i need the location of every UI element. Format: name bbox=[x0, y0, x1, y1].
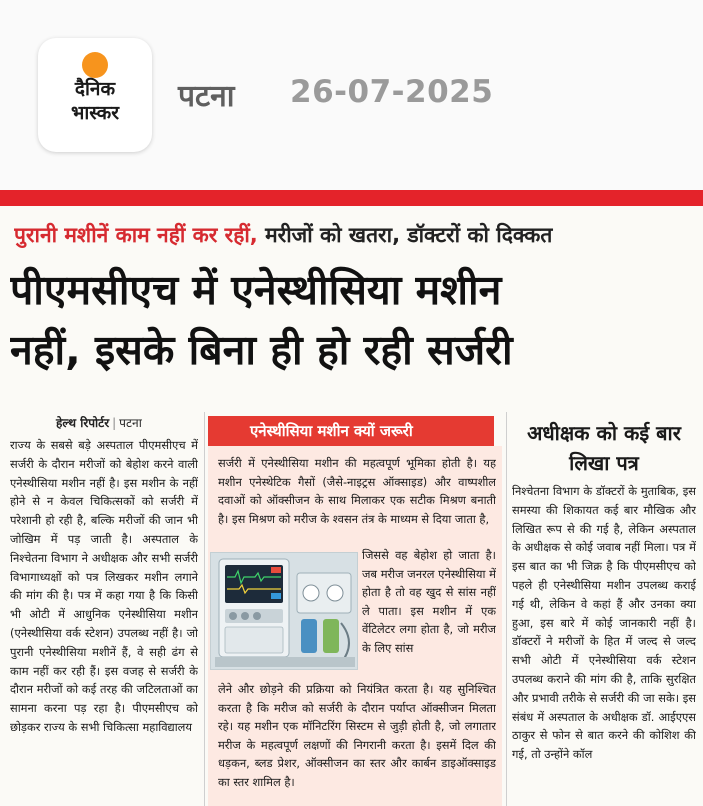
sun-icon bbox=[82, 52, 108, 78]
headline-line-2: नहीं, इसके बिना ही हो रही सर्जरी bbox=[10, 326, 513, 374]
dainik-bhaskar-logo bbox=[38, 38, 152, 152]
right-column-text: निश्चेतना विभाग के डॉक्टरों के मुताबिक, इस समस्या की शिकायत कई बार मौखिक और लिखित रूप से की गई है, लेकिन अस्पताल के अधीक्षक से कोई जवाब नहीं मिला। पत्र में इस बात का भी जिक्र है कि पीएमसीएच को पहले ही एनेस्थीसिया मशीन उपलब्ध कराई गई थी, लेकिन वे कहां हैं और उनका क्या हुआ, इस बारे में कोई जानकारी नहीं है। डॉक्टरों ने मरीजों के हित में जल्द से जल्द सभी ओटी में एनेस्थीसिया वर्क स्टेशन उपलब्ध कराने की मांग की है, ताकि सुरक्षित और प्रभावी तरीके से सर्जरी की जा सके। इस संबंध में अस्पताल के अधीक्षक डॉ. आईएएस ठाकुर से फोन से बात करने की कोशिश की गई, तो उन्होंने कॉल bbox=[512, 484, 696, 762]
column-divider bbox=[506, 412, 507, 806]
machine-illustration bbox=[211, 553, 358, 670]
column-divider bbox=[204, 412, 205, 806]
info-box-text-bottom: लेने और छोड़ने की प्रक्रिया को नियंत्रित करता है। यह सुनिश्चित करता है कि मरीज को सर्जरी के दौरान पर्याप्त ऑक्सीजन मिलता रहे। यह मशीन एक मॉनिटरिंग सिस्टम से जुड़ी होती है, जो लगातार मरीज के महत्वपूर्ण लक्षणों की निगरानी करता है। इसमें दिल की धड़कन, ब्लड प्रेशर, ऑक्सीजन का स्तर और कार्बन डाइऑक्साइड का स्तर शामिल है। bbox=[218, 682, 496, 789]
right-column-heading: अधीक्षक को कई बार लिखा पत्र bbox=[527, 421, 681, 475]
kicker-black-part: मरीजों को खतरा, डॉक्टरों को दिक्कत bbox=[257, 223, 553, 247]
news-clipping bbox=[0, 190, 703, 806]
headline bbox=[10, 260, 696, 380]
byline-separator: | bbox=[112, 416, 117, 430]
left-column-text: राज्य के सबसे बड़े अस्पताल पीएमसीएच में सर्जरी के दौरान मरीजों को बेहोश करने वाली एनेस्थीसिया मशीन नहीं है। इस मशीन के नहीं होने से न केवल चिकित्सकों को सर्जरी में परेशानी हो रही है, बल्कि मरीजों की जान भी जोखिम में पड़ जाती है। अस्पताल के निश्चेतना विभाग ने अधीक्षक और सभी सर्जरी विभागाध्यक्षों को पत्र लिखकर मशीन लगाने की मांग की है। पत्र में कहा गया है कि किसी भी ओटी में आधुनिक एनेस्थीसिया मशीन (एनेस्थीसिया वर्क स्टेशन) उपलब्ध नहीं है। जो पुरानी एनेस्थीसिया मशीनें हैं, वे सही ढंग से काम नहीं कर रही हैं। इस वजह से सर्जरी के दौरान मरीजों को कई तरह की जटिलताओं का सामना करना पड़ रहा है। पीएमसीएच को छोड़कर राज्य के सभी चिकित्सा महाविद्यालय bbox=[10, 438, 198, 734]
logo-text-line2: भास्कर bbox=[70, 102, 120, 124]
edition-date: 26-07-2025 bbox=[290, 74, 494, 110]
byline bbox=[56, 414, 142, 431]
headline-line-1: पीएमसीएच में एनेस्थीसिया मशीन bbox=[10, 266, 502, 314]
info-box-title: एनेस्थीसिया मशीन क्यों जरूरी bbox=[208, 416, 494, 446]
byline-place: पटना bbox=[119, 416, 142, 430]
anesthesia-machine-photo bbox=[210, 552, 358, 670]
info-box-text-top: सर्जरी में एनेस्थीसिया मशीन की महत्वपूर्ण भूमिका होती है। यह मशीन एनेस्थेटिक गैसों (जैसे-नाइट्रस ऑक्साइड) और वाष्पशील दवाओं को ऑक्सीजन के साथ मिलाकर एक सटीक मिश्रण बनाती है। इस मिश्रण को मरीज के श्वसन तंत्र के माध्यम से दिया जाता है, bbox=[218, 456, 496, 526]
edition-city: पटना bbox=[178, 79, 235, 114]
info-box-text-middle: जिससे वह बेहोश हो जाता है। जब मरीज जनरल एनेस्थीसिया में होता है तो वह खुद से सांस नहीं ले पाता। इस मशीन में एक वेंटिलेटर लगा होता है, जो मरीज के लिए सांस bbox=[362, 548, 496, 655]
kicker-red-part: पुरानी मशीनें काम नहीं कर रहीं, bbox=[14, 223, 258, 247]
red-top-bar bbox=[0, 190, 703, 206]
logo-text-line1: दैनिक bbox=[74, 78, 116, 100]
byline-author: हेल्थ रिपोर्टर bbox=[56, 416, 110, 430]
kicker bbox=[14, 220, 694, 250]
source-header bbox=[0, 0, 703, 190]
